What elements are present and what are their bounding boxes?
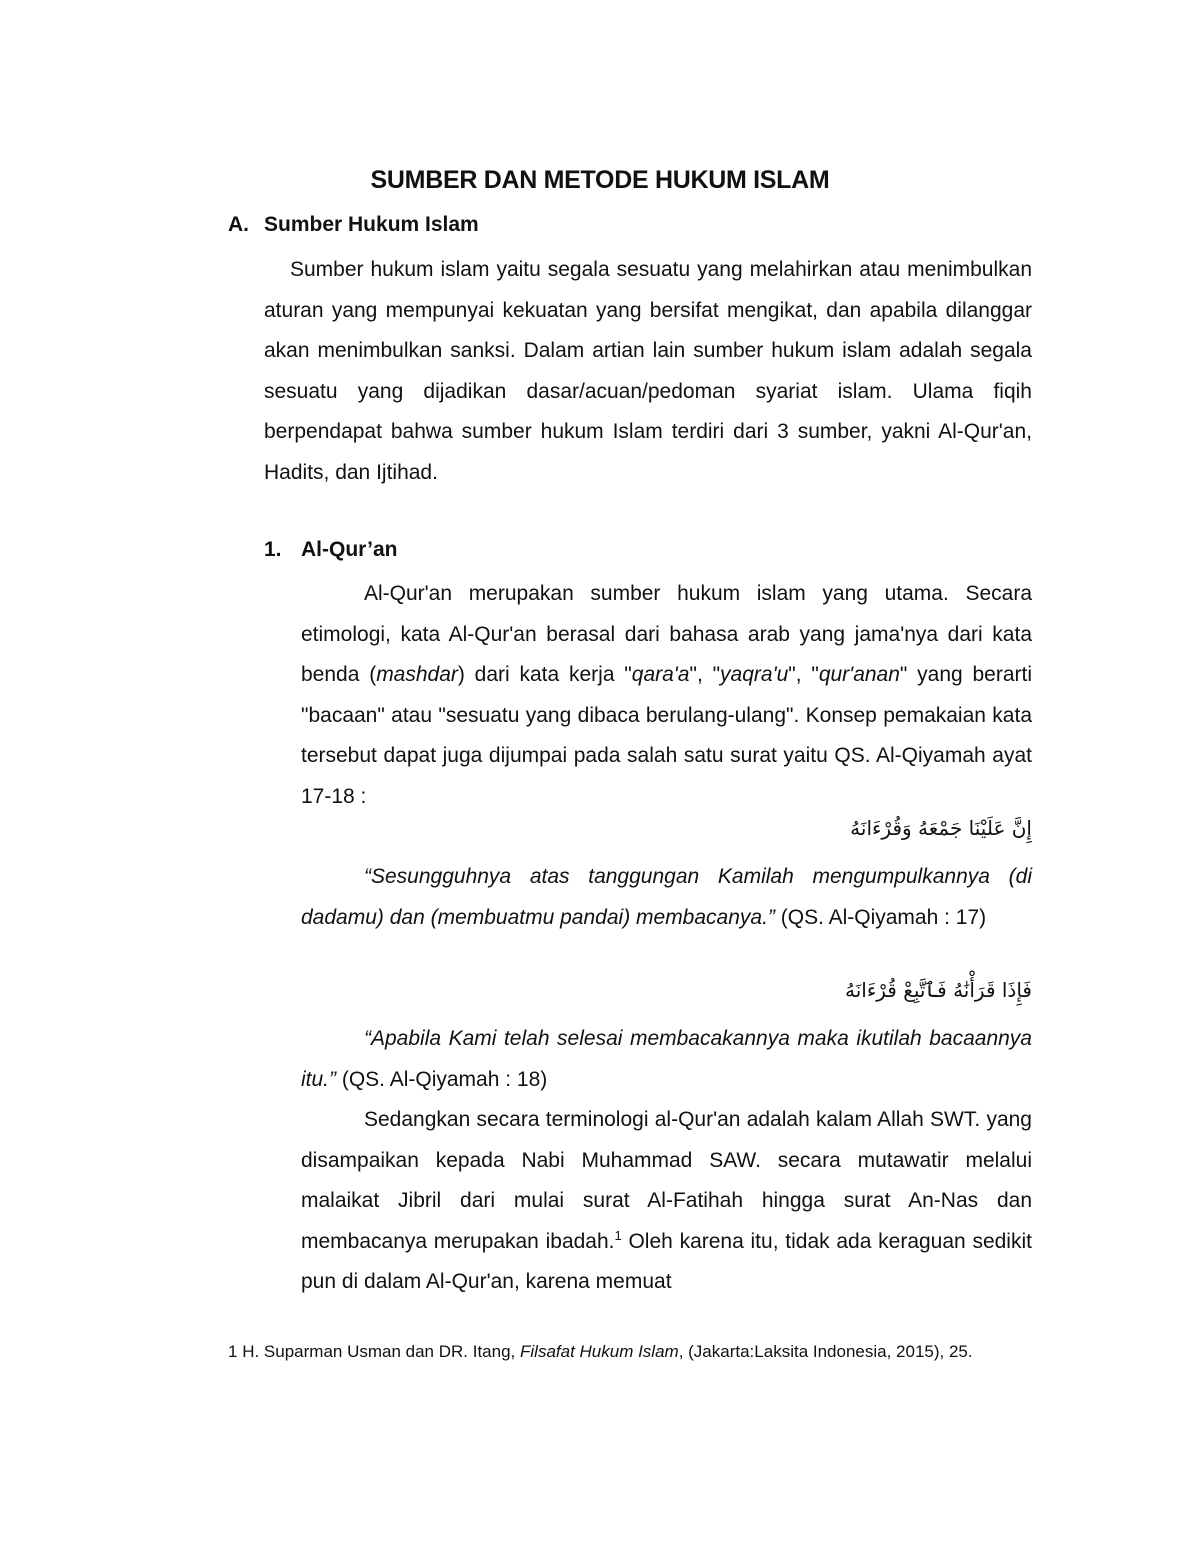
terminology-paragraph (301, 1100, 1032, 1303)
footnote (228, 1341, 1032, 1363)
section-a-label: A. (228, 213, 249, 236)
translation-text: “Apabila Kami telah selesai membacakannya maka ikutilah bacaannya itu.” (301, 1027, 1032, 1091)
subsection-1-title: Al-Qur’an (301, 538, 398, 561)
footnote-reference: 1 (614, 1227, 622, 1243)
paragraph-text: ", " (689, 663, 721, 686)
intro-paragraph (264, 250, 1032, 493)
verse-18-translation (301, 1019, 1032, 1100)
arabic-verse-18: فَإِذَا قَرَأْنَٰهُ فَٱتَّبِعْ قُرْءَانَهُ (844, 978, 1032, 1002)
page-title: SUMBER DAN METODE HUKUM ISLAM (370, 166, 830, 194)
footnote-number: 1 (228, 1342, 238, 1361)
footnote-author: H. Suparman Usman dan DR. Itang, (237, 1342, 520, 1361)
intro-paragraph-text: Sumber hukum islam yaitu segala sesuatu yang melahirkan atau menimbulkan aturan yang mempunyai kekuatan yang bersifat mengikat, dan apabila dilanggar akan menimbulkan sanksi. Dalam artian lain sumber hukum islam adalah segala sesuatu yang dijadikan dasar/acuan/pedoman syariat islam. Ulama fiqih berpendapat bahwa sumber hukum Islam terdiri dari 3 sumber, yakni Al-Qur'an, Hadits, dan Ijtihad. (264, 258, 1032, 484)
verse-17-translation (301, 857, 1032, 938)
arabic-verse-17: إِنَّ عَلَيْنَا جَمْعَهُ وَقُرْءَانَهُ (850, 816, 1032, 840)
subsection-1-label: 1. (264, 538, 282, 561)
paragraph-text: Al-Qur'an merupakan sumber hukum islam yang utama. Secara etimologi, kata Al-Qur'an berasal dari bahasa arab yang jama'nya dari kata benda ( (301, 582, 1032, 686)
paragraph-text: Sedangkan secara terminologi al-Qur'an adalah kalam Allah SWT. yang disampaikan kepada Nabi Muhammad SAW. secara mutawatir melalui malaikat Jibril dari mulai surat Al-Fatihah hingga surat An-Nas dan membacanya merupakan ibadah. (301, 1108, 1032, 1253)
italic-term: mashdar (376, 663, 458, 686)
footnote-book-title: Filsafat Hukum Islam (520, 1342, 679, 1361)
citation-text: (QS. Al-Qiyamah : 18) (336, 1067, 548, 1091)
section-a-title: Sumber Hukum Islam (264, 213, 479, 236)
subsection-1-heading (264, 538, 397, 562)
paragraph-text: " yang berarti "bacaan" atau "sesuatu yang dibaca berulang-ulang". Konsep pemakaian kata tersebut dapat juga dijumpai pada salah satu surat yaitu QS. Al-Qiyamah ayat 17-18 : (301, 663, 1033, 808)
citation-text: (QS. Al-Qiyamah : 17) (774, 905, 987, 929)
paragraph-text: Oleh karena itu, tidak ada keraguan sedikit pun di dalam Al-Qur'an, karena memuat (301, 1229, 1032, 1293)
italic-term: yaqra'u (720, 663, 789, 686)
paragraph-text: ) dari kata kerja " (457, 663, 632, 686)
alquran-etymology-paragraph (301, 574, 1032, 817)
footnote-publication: , (Jakarta:Laksita Indonesia, 2015), 25. (678, 1342, 973, 1361)
translation-text: “Sesungguhnya atas tanggungan Kamilah mengumpulkannya (di dadamu) dan (membuatmu pandai) membacanya.” (301, 865, 1032, 929)
italic-term: qara'a (631, 663, 690, 686)
paragraph-text: ", " (788, 663, 819, 686)
italic-term: qur'anan (818, 663, 900, 686)
section-a-heading (228, 213, 479, 237)
